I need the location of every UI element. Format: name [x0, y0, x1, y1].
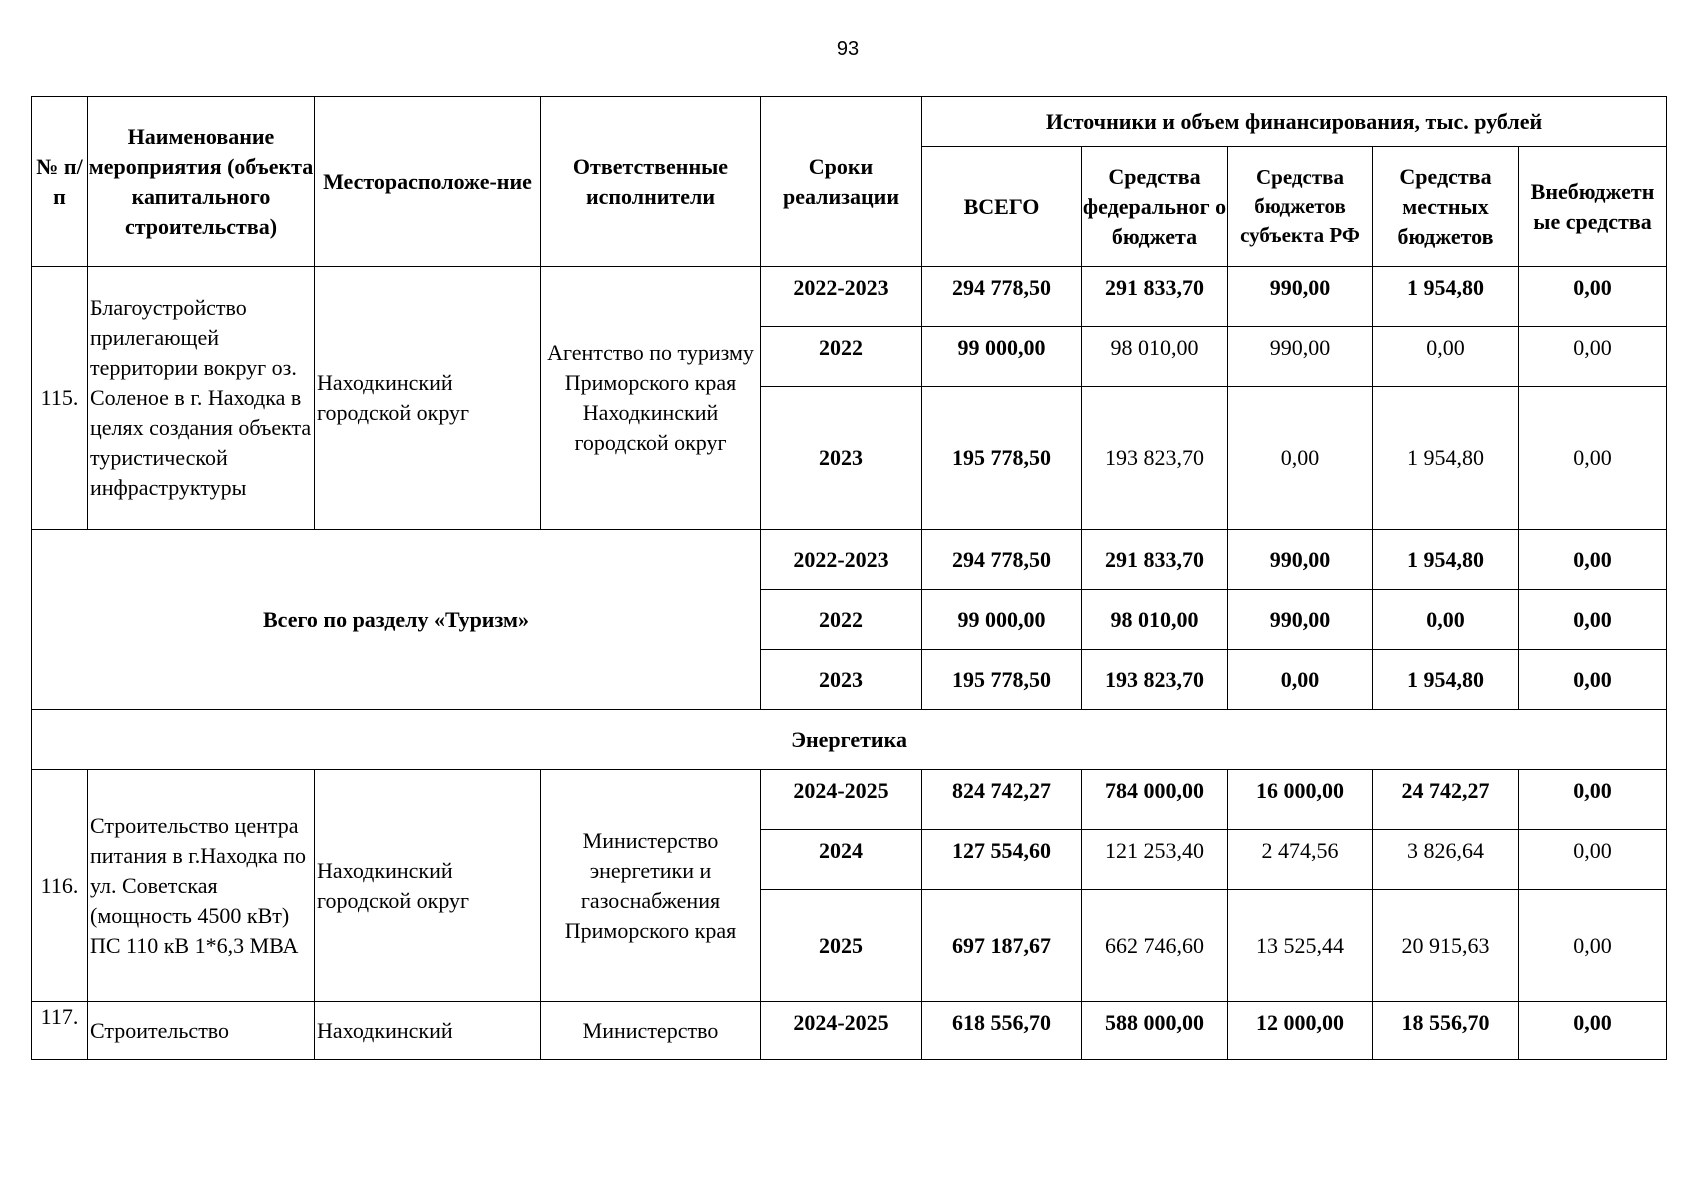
event-responsible: Агентство по туризму Приморского края Находкинский городской округ: [541, 267, 761, 530]
regional-cell: 990,00: [1228, 530, 1373, 590]
regional-cell: 0,00: [1228, 387, 1373, 530]
event-location: Находкинский городской округ: [315, 770, 541, 1002]
event-responsible: Министерство энергетики и газоснабжения Приморского края: [541, 770, 761, 1002]
event-name: Строительство: [88, 1002, 315, 1060]
period-cell: 2022: [761, 590, 922, 650]
period-cell: 2024-2025: [761, 1002, 922, 1060]
federal-cell: 193 823,70: [1082, 650, 1228, 710]
event-location: Находкинский: [315, 1002, 541, 1060]
federal-cell: 98 010,00: [1082, 590, 1228, 650]
period-cell: 2023: [761, 387, 922, 530]
total-cell: 294 778,50: [922, 530, 1082, 590]
header-num: № п/п: [32, 97, 88, 267]
federal-cell: 98 010,00: [1082, 327, 1228, 387]
extra-cell: 0,00: [1519, 327, 1667, 387]
total-cell: 99 000,00: [922, 590, 1082, 650]
header-location: Месторасположе-ние: [315, 97, 541, 267]
regional-cell: 16 000,00: [1228, 770, 1373, 830]
local-cell: 1 954,80: [1373, 387, 1519, 530]
federal-cell: 784 000,00: [1082, 770, 1228, 830]
extra-cell: 0,00: [1519, 387, 1667, 530]
total-cell: 195 778,50: [922, 650, 1082, 710]
event-name: Благоустройство прилегающей территории вокруг оз. Соленое в г. Находка в целях создания объекта туристической инфраструктуры: [88, 267, 315, 530]
header-regional: Средства бюджетов субъекта РФ: [1228, 147, 1373, 267]
regional-cell: 0,00: [1228, 650, 1373, 710]
local-cell: 3 826,64: [1373, 830, 1519, 890]
regional-cell: 990,00: [1228, 590, 1373, 650]
regional-cell: 990,00: [1228, 327, 1373, 387]
extra-cell: 0,00: [1519, 770, 1667, 830]
federal-cell: 588 000,00: [1082, 1002, 1228, 1060]
section-row: [32, 710, 1667, 770]
local-cell: 18 556,70: [1373, 1002, 1519, 1060]
local-cell: 24 742,27: [1373, 770, 1519, 830]
period-cell: 2025: [761, 890, 922, 1002]
table-row: [32, 530, 1667, 590]
page-number: 93: [836, 38, 860, 60]
total-cell: 697 187,67: [922, 890, 1082, 1002]
event-responsible: Министерство: [541, 1002, 761, 1060]
table-row: [32, 1002, 1667, 1060]
header-period: Сроки реализации: [761, 97, 922, 267]
regional-cell: 2 474,56: [1228, 830, 1373, 890]
local-cell: 1 954,80: [1373, 267, 1519, 327]
total-cell: 127 554,60: [922, 830, 1082, 890]
header-responsible: Ответственные исполнители: [541, 97, 761, 267]
extra-cell: 0,00: [1519, 590, 1667, 650]
federal-cell: 662 746,60: [1082, 890, 1228, 1002]
federal-cell: 291 833,70: [1082, 530, 1228, 590]
total-cell: 195 778,50: [922, 387, 1082, 530]
period-cell: 2022: [761, 327, 922, 387]
table-row: [32, 770, 1667, 830]
local-cell: 20 915,63: [1373, 890, 1519, 1002]
local-cell: 0,00: [1373, 327, 1519, 387]
extra-cell: 0,00: [1519, 890, 1667, 1002]
total-cell: 824 742,27: [922, 770, 1082, 830]
extra-cell: 0,00: [1519, 650, 1667, 710]
header-financing: Источники и объем финансирования, тыс. рублей: [922, 97, 1667, 147]
federal-cell: 121 253,40: [1082, 830, 1228, 890]
federal-cell: 291 833,70: [1082, 267, 1228, 327]
extra-cell: 0,00: [1519, 267, 1667, 327]
period-cell: 2022-2023: [761, 267, 922, 327]
regional-cell: 12 000,00: [1228, 1002, 1373, 1060]
tourism-total-label: Всего по разделу «Туризм»: [32, 530, 761, 710]
financing-table: [31, 96, 1667, 1060]
local-cell: 0,00: [1373, 590, 1519, 650]
total-cell: 99 000,00: [922, 327, 1082, 387]
header-local: Средства местных бюджетов: [1373, 147, 1519, 267]
row-number: 115.: [32, 267, 88, 530]
period-cell: 2024: [761, 830, 922, 890]
header-name: Наименование мероприятия (объекта капитального строительства): [88, 97, 315, 267]
header-extra: Внебюджетн ые средства: [1519, 147, 1667, 267]
regional-cell: 990,00: [1228, 267, 1373, 327]
local-cell: 1 954,80: [1373, 650, 1519, 710]
event-location: Находкинский городской округ: [315, 267, 541, 530]
regional-cell: 13 525,44: [1228, 890, 1373, 1002]
extra-cell: 0,00: [1519, 1002, 1667, 1060]
period-cell: 2022-2023: [761, 530, 922, 590]
local-cell: 1 954,80: [1373, 530, 1519, 590]
period-cell: 2024-2025: [761, 770, 922, 830]
header-federal: Средства федеральног о бюджета: [1082, 147, 1228, 267]
event-name: Строительство центра питания в г.Находка по ул. Советская (мощность 4500 кВт) ПС 110 кВ 1*6,3 МВА: [88, 770, 315, 1002]
extra-cell: 0,00: [1519, 830, 1667, 890]
total-cell: 294 778,50: [922, 267, 1082, 327]
header-total: ВСЕГО: [922, 147, 1082, 267]
table-row: [32, 267, 1667, 327]
section-energy: Энергетика: [32, 710, 1667, 770]
row-number: 117.: [32, 1002, 88, 1060]
row-number: 116.: [32, 770, 88, 1002]
period-cell: 2023: [761, 650, 922, 710]
extra-cell: 0,00: [1519, 530, 1667, 590]
federal-cell: 193 823,70: [1082, 387, 1228, 530]
total-cell: 618 556,70: [922, 1002, 1082, 1060]
